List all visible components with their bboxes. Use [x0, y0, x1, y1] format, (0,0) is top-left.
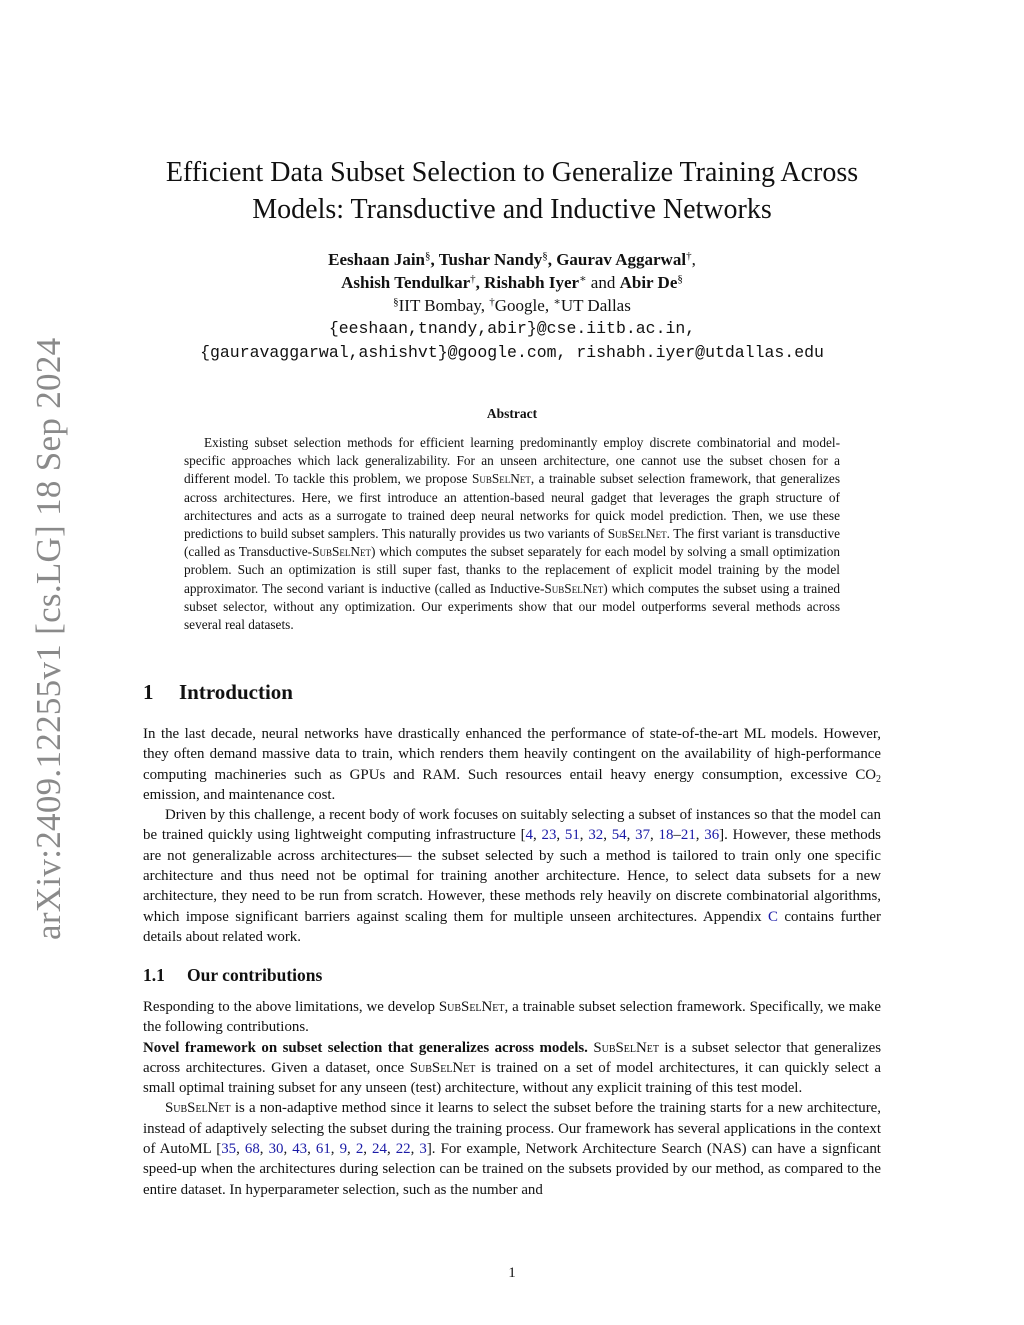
author-line-1: Eeshaan Jain§, Tushar Nandy§, Gaurav Aggarwal†,	[328, 250, 696, 269]
section-number: 1	[143, 680, 154, 704]
arxiv-identifier: arXiv:2409.12255v1 [cs.LG] 18 Sep 2024	[29, 337, 68, 940]
citation-link[interactable]: 4	[525, 827, 533, 844]
affiliations: §IIT Bombay, †Google, ∗UT Dallas	[393, 296, 631, 315]
contrib-paragraph-1: Responding to the above limitations, we develop SubSelNet, a trainable subset selection framework. Specifically, we make the following contributions.	[143, 999, 881, 1036]
citation-link[interactable]: 35	[221, 1141, 237, 1158]
citation-link[interactable]: 9	[339, 1141, 348, 1158]
section-title: Introduction	[179, 680, 293, 704]
contribution-heading: Novel framework on subset selection that generalizes across models.	[143, 1039, 588, 1056]
subsection-number: 1.1	[143, 965, 165, 985]
method-name: SubSelNet	[593, 1039, 659, 1056]
subsection-heading-contributions	[143, 965, 322, 986]
citation-link[interactable]: 30	[268, 1141, 284, 1158]
author-line-2: Ashish Tendulkar†, Rishabh Iyer∗ and Abir De§	[341, 273, 683, 292]
citation-link[interactable]: 23	[541, 827, 557, 844]
method-name: SubSelNet	[312, 544, 372, 560]
citation-link[interactable]: 2	[355, 1141, 364, 1158]
citation-link[interactable]: 21	[680, 827, 696, 844]
email-line-2: {gauravaggarwal,ashishvt}@google.com, rishabh.iyer@utdallas.edu	[200, 343, 824, 362]
method-name: SubSelNet	[438, 999, 505, 1015]
author-name: Tushar Nandy	[438, 250, 543, 269]
citation-link[interactable]: 24	[372, 1141, 387, 1158]
intro-paragraph-1: In the last decade, neural networks have drastically enhanced the performance of state-of-the-art ML models. However, they often demand massive data to train, which renders them heavily contingent on the availability of high-performance computing machineries such as GPUs and RAM. Such resources entail heavy energy consumption, excessive $CO_2$ emission, and maintenance cost.	[143, 726, 881, 803]
citation-link[interactable]: 3	[419, 1141, 427, 1158]
abstract-paragraph: Existing subset selection methods for efficient learning predominantly employ discrete combinatorial and model-specific approaches which lack generalizability. For an unseen architecture, one cannot use the subset chosen for a different model. To tackle this problem, we propose SubSelNet, a trainable subset selection framework, that generalizes across architectures. Here, we first introduce an attention-based neural gadget that leverages the graph structure of architectures and acts as a surrogate to trained deep neural networks for quick model prediction. Then, we use these predictions to build subset samplers. This naturally provides us two variants of SubSelNet. The first variant is transductive (called as Transductive-SubSelNet) which computes the subset separately for each model by solving a small optimization problem. Such an optimization is still super fast, thanks to the replacement of explicit model training by the model approximator. The second variant is inductive (called as Inductive-SubSelNet) which computes the subset using a trained subset selector, without any optimization. Our experiments show that our model outperforms several methods across several real datasets.	[184, 435, 841, 633]
author-name: Rishabh Iyer	[484, 273, 580, 292]
citation-link[interactable]: 43	[292, 1141, 308, 1158]
citation-link[interactable]: 22	[395, 1141, 411, 1158]
citation-link[interactable]: 32	[588, 827, 604, 844]
citation-link[interactable]: 68	[244, 1141, 260, 1158]
citation-link[interactable]: 51	[564, 827, 580, 844]
paper-title	[130, 154, 894, 228]
abstract-heading: Abstract	[486, 406, 538, 421]
contrib-paragraph-3: SubSelNet is a non-adaptive method since it learns to select the subset before the training starts for a new architecture, instead of adaptively selecting the subset during the training process. Our framework has several applications in the context of AutoML [35, 68, 30, 43, 61, 9, 2, 24, 22, 3]. For example, Network Architecture Search (NAS) can have a signficant speed-up when the architectures during selection can be trained on the subsets provided by our method, as compared to the entire dataset. In hyperparameter selection, such as the number and	[143, 1100, 881, 1198]
method-name: SubSelNet	[409, 1059, 476, 1076]
email-line-1: {eeshaan,tnandy,abir}@cse.iitb.ac.in,	[328, 319, 696, 338]
method-name: SubSelNet	[607, 526, 667, 542]
intro-paragraph-2: Driven by this challenge, a recent body of work focuses on suitably selecting a subset of instances so that the model can be trained quickly using lightweight computing infrastructure [4, 23, 51, 32, 54, 37, 18–21, 36]. However, these methods are not generalizable across architectures— the subset selected by such a method is tailored to train only one specific architecture and thus need not be optimal for training another architecture. Hence, to select data subsets for a new architecture, they need to be run from scratch. However, these methods rely heavily on discrete combinatorial algorithms, which impose significant barriers against scaling them for multiple unseen architectures. Appendix C contains further details about related work.	[143, 807, 881, 945]
appendix-link[interactable]: C	[768, 908, 778, 925]
author-name: Gaurav Aggarwal	[556, 250, 687, 269]
citation-link[interactable]: 54	[611, 827, 627, 844]
citation-link[interactable]: 37	[635, 827, 651, 844]
title-line-2: Models: Transductive and Inductive Networks	[252, 194, 772, 225]
method-name: SubSelNet	[471, 471, 531, 487]
author-block	[150, 248, 874, 365]
author-name: Abir De	[619, 273, 678, 292]
contrib-paragraph-2: Novel framework on subset selection that generalizes across models. SubSelNet is a subset selector that generalizes across architectures. Given a dataset, once SubSelNet is trained on a set of model architectures, it can quickly select a small optimal training subset for any unseen (test) architecture, without any explicit training of this test model.	[143, 1039, 881, 1097]
introduction-body	[143, 724, 881, 947]
citation-link[interactable]: 36	[704, 827, 720, 844]
method-name: SubSelNet	[165, 1100, 231, 1117]
title-line-1: Efficient Data Subset Selection to Generalize Training Across	[165, 157, 859, 188]
method-name: SubSelNet	[544, 580, 604, 596]
citation-link[interactable]: 18	[658, 827, 674, 844]
abstract-body	[184, 434, 840, 634]
contributions-body	[143, 997, 881, 1200]
section-heading-introduction	[143, 680, 293, 705]
citation-link[interactable]: 61	[315, 1141, 331, 1158]
page-number: 1	[508, 1265, 516, 1281]
author-name: Ashish Tendulkar	[341, 273, 471, 292]
subsection-title: Our contributions	[187, 965, 323, 985]
author-name: Eeshaan Jain	[328, 250, 426, 269]
